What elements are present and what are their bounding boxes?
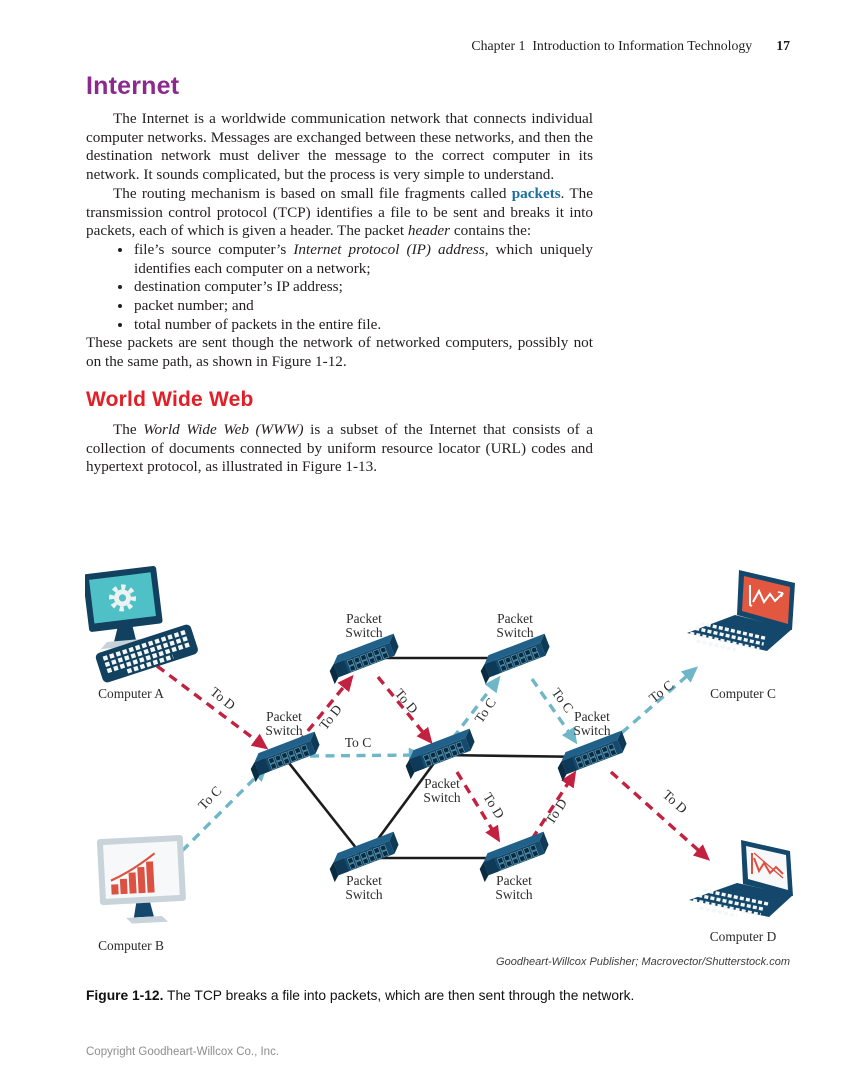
paragraph-internet-1: The Internet is a worldwide communication network that connects individual computer networks. Messages are exchanged between these networks, and then the destination network must deliver the message to the correct computer in its network. It sounds complicated, but the process is very simple to understand. [86,110,593,184]
text-run: file’s source computer’s [134,240,294,258]
edge-label-to-c: To C [344,735,372,750]
text-run: contains the: [450,222,532,240]
section-heading-www: World Wide Web [86,387,254,411]
figure-caption-label: Figure 1-12. [86,987,164,1003]
label-packet-switch-left: Switch [265,723,303,738]
label-computer-c: Computer C [710,686,776,701]
edge-label-to-d: To D [480,790,508,822]
packet-switch-middle [401,729,478,779]
computer-labels [98,686,777,953]
label-computer-a: Computer A [98,686,164,701]
label-packet-switch-top-center: Packet [346,611,382,626]
list-item [133,241,593,278]
edge-label-to-c: To C [548,685,577,716]
text-run: The [113,420,144,438]
label-packet-switch-bottom-left: Switch [345,887,383,902]
label-packet-switch-right: Switch [573,723,611,738]
edge-label-to-c: To C [195,783,225,813]
arrow-rightswitch-to-d [611,772,707,858]
italic-term-www: World Wide Web (WWW) [143,420,304,438]
list-item [133,297,593,316]
key-term-packets: packets [511,184,561,202]
label-packet-switch-right: Packet [574,709,610,724]
text-run: The routing mechanism is based on small file fragments called [113,184,512,202]
computer-c-icon [687,570,795,656]
chapter-title: Chapter 1 Introduction to Information Technology [471,38,753,53]
computer-b-icon [97,835,187,925]
label-packet-switch-middle: Switch [423,790,461,805]
list-item [133,278,593,297]
edge-label-to-d: To D [542,795,570,828]
page-number: 17 [776,38,790,53]
computer-d-icon [689,840,793,922]
packet-header-list [86,241,593,335]
keyboard-icon [95,623,200,683]
paragraph-www [86,421,593,477]
figure-credit: Goodheart-Willcox Publisher; Macrovector/Shutterstock.com [496,956,790,968]
edge-label-to-c: To C [646,677,677,706]
arrow-b-to-leftswitch [182,768,265,851]
text-run: is a subset of the Internet that consists of a collection of documents connected by uniform resource locator (URL) codes and hypertext protocol, as illustrated in Figure 1-13. [86,420,593,476]
figure-1-12-network-diagram [85,560,797,960]
label-computer-d: Computer D [709,929,777,944]
arrow-a-to-leftswitch [157,666,265,747]
paragraph-internet-3: These packets are sent though the network of networked computers, possibly not on the same path, as shown in Figure 1-12. [86,334,593,371]
italic-term-ip-address: Internet protocol (IP) address [293,240,485,258]
label-packet-switch-top-center: Switch [345,625,383,640]
italic-term-header: header [407,222,451,240]
body-text-column [86,72,593,477]
text-run: destination computer’s IP address; [134,278,343,296]
link-left-bottomleft [285,758,364,858]
running-head [0,38,790,54]
edge-label-to-d: To D [659,786,691,817]
label-packet-switch-top-right: Packet [497,611,533,626]
copyright-footer: Copyright Goodheart-Willcox Co., Inc. [86,1046,280,1058]
figure-caption [86,988,796,1003]
edge-label-to-d: To D [391,685,421,717]
label-packet-switch-middle: Packet [424,776,460,791]
edge-label-to-c: To C [471,695,499,726]
arrow-rightswitch-to-c [610,669,695,743]
edge-label-to-d: To D [207,684,239,713]
text-run: total number of packets in the entire file. [134,315,382,333]
label-packet-switch-top-right: Switch [496,625,534,640]
arrow-leftswitch-to-middle [310,755,421,756]
label-computer-b: Computer B [98,938,164,953]
text-run: packet number; and [134,297,254,315]
label-packet-switch-bottom-right: Packet [496,873,532,888]
label-packet-switch-left: Packet [266,709,302,724]
packet-switch-top-right [476,634,553,684]
section-heading-internet: Internet [86,72,180,100]
list-item [133,316,593,335]
computer-a-icon [85,566,199,684]
packet-switch-right [553,731,630,781]
label-packet-switch-bottom-right: Switch [495,887,533,902]
edge-label-to-d: To D [316,701,345,733]
gear-icon [110,586,135,611]
text-run: . The transmission control protocol (TCP) identifies a file to be sent and breaks it into packets, each of which is given a header. The packet [86,184,593,240]
paragraph-internet-2 [86,185,593,241]
label-packet-switch-bottom-left: Packet [346,873,382,888]
text-run: , which uniquely identifies each computer on a network; [134,240,593,277]
figure-caption-text: The TCP breaks a file into packets, which are then sent through the network. [163,987,635,1003]
